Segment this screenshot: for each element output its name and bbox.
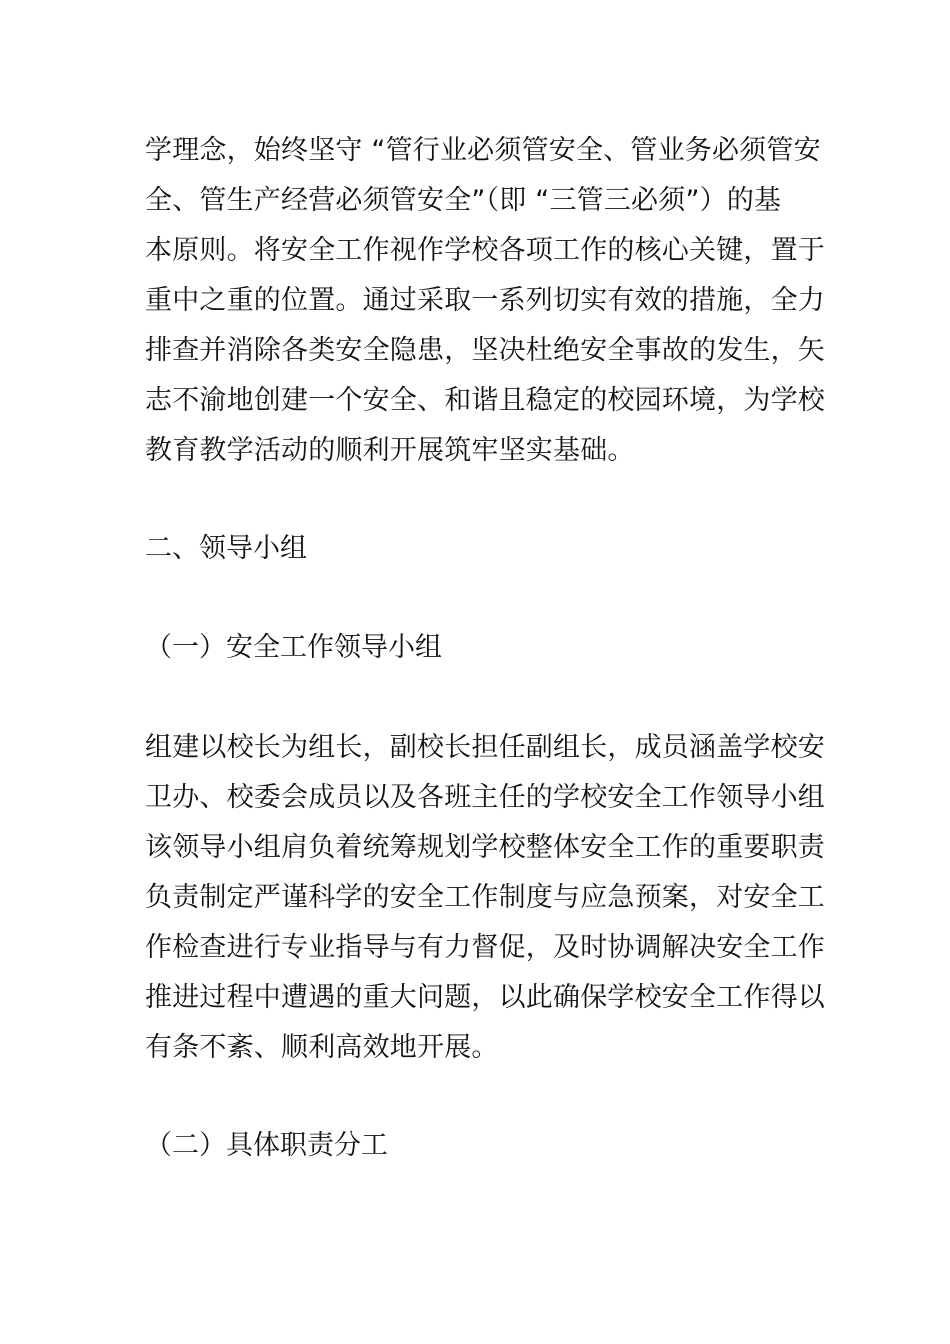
paragraph-intro xyxy=(145,126,825,476)
paragraph-line: 本原则。将安全工作视作学校各项工作的核心关键，置于 xyxy=(145,235,825,266)
paragraph-line: 志不渝地创建一个安全、和谐且稳定的校园环境，为学校 xyxy=(145,385,825,416)
subsection-heading-safety-group: （一）安全工作领导小组 xyxy=(145,632,442,663)
paragraph-line: 作检查进行专业指导与有力督促，及时协调解决安全工作 xyxy=(145,932,825,963)
paragraph-line: 卫办、校委会成员以及各班主任的学校安全工作领导小组 xyxy=(145,782,825,813)
section-heading-leadership: 二、领导小组 xyxy=(145,533,307,564)
paragraph-line: 组建以校长为组长，副校长担任副组长，成员涵盖学校安 xyxy=(145,732,825,763)
paragraph-line: 排查并消除各类安全隐患，坚决杜绝安全事故的发生，矢 xyxy=(145,335,825,366)
paragraph-line: 学理念，始终坚守 “管行业必须管安全、管业务必须管安 xyxy=(145,135,821,166)
paragraph-line: 负责制定严谨科学的安全工作制度与应急预案，对安全工 xyxy=(145,882,825,913)
paragraph-line: 教育教学活动的顺利开展筑牢坚实基础。 xyxy=(145,435,635,466)
paragraph-safety-group xyxy=(145,723,825,1073)
subsection-heading-duties: （二）具体职责分工 xyxy=(145,1130,388,1161)
paragraph-line: 有条不紊、顺利高效地开展。 xyxy=(145,1032,499,1063)
paragraph-line: 重中之重的位置。通过采取一系列切实有效的措施，全力 xyxy=(145,285,825,316)
paragraph-line: 该领导小组肩负着统筹规划学校整体安全工作的重要职责 xyxy=(145,832,825,863)
paragraph-line: 全、管生产经营必须管安全”（即 “三管三必须”）的基 xyxy=(145,185,782,216)
paragraph-line: 推进过程中遭遇的重大问题，以此确保学校安全工作得以 xyxy=(145,982,825,1013)
